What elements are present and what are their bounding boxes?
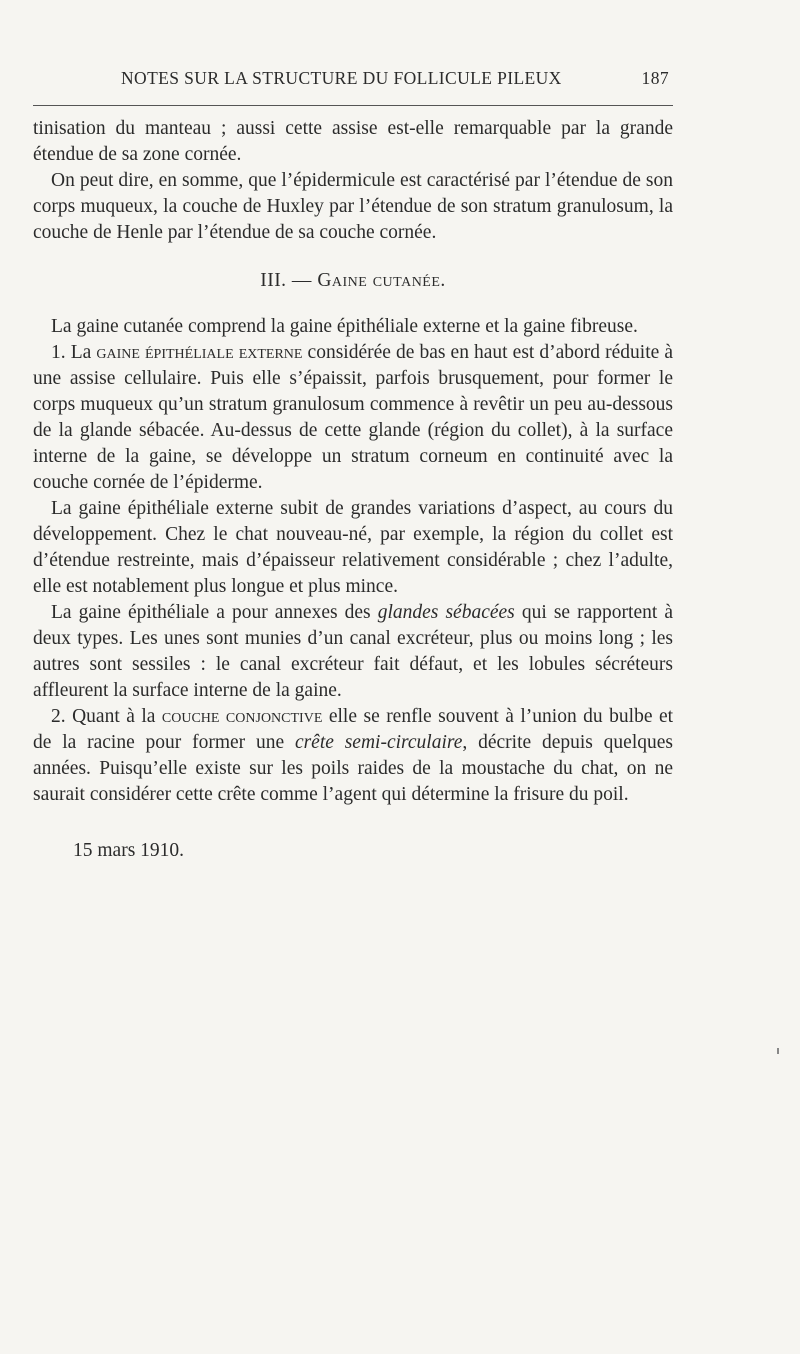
page-number: 187 [641, 68, 669, 88]
p7-mid: elle se renfle souvent à l’union du bulbe et de la racine pour former une [33, 706, 674, 753]
paragraph-4 [33, 340, 673, 496]
running-head-title: NOTES SUR LA STRUCTURE DU FOLLICULE PILEUX [121, 68, 562, 88]
section-number: III. — [260, 270, 312, 291]
header-rule [33, 105, 673, 106]
running-head [33, 64, 673, 94]
p6-start: La gaine épithéliale a pour annexes des [51, 602, 378, 623]
paragraph-5: La gaine épithéliale externe subit de grandes variations d’aspect, au cours du développement. Chez le chat nouveau-né, par exemple, la région du collet est d’étendue restreinte, mais d’épaisseur relativement considérable ; chez l’adulte, elle est notablement plus longue et plus mince. [33, 498, 673, 597]
p4-smallcaps: gaine épithéliale externe [96, 342, 303, 363]
section-title: Gaine cutanée. [317, 270, 446, 291]
paragraph-1: tinisation du manteau ; aussi cette assise est-elle remarquable par la grande étendue de sa zone cornée. [33, 118, 673, 165]
p6-rest: qui se rapportent à deux types. Les unes sont munies d’un canal excréteur, plus ou moins long ; les autres sont sessiles : le canal excréteur fait défaut, et les lobules sécréteurs affleurent la surface interne de la gaine. [33, 602, 674, 701]
p6-italic: glandes sébacées [377, 602, 515, 623]
paper-speck [777, 1048, 779, 1054]
p4-number: 1. La [51, 342, 92, 363]
paragraph-2: On peut dire, en somme, que l’épidermicule est caractérisé par l’étendue de son corps muqueux, la couche de Huxley par l’étendue de son stratum granulosum, la couche de Henle par l’étendue de sa couche cornée. [33, 170, 673, 243]
p7-smallcaps: couche conjonctive [161, 706, 323, 727]
body-text [33, 116, 673, 864]
section-heading [33, 268, 673, 294]
p7-italic: crête semi-circulaire [294, 732, 463, 753]
p7-rest: , décrite depuis quelques années. Puisqu’elle existe sur les poils raides de la moustache du chat, on ne saurait considérer cette crête comme l’agent qui détermine la frisure du poil. [33, 732, 673, 805]
paragraph-3: La gaine cutanée comprend la gaine épithéliale externe et la gaine fibreuse. [51, 316, 638, 337]
p7-number: 2. Quant à la [51, 706, 156, 727]
p4-rest: considérée de bas en haut est d’abord réduite à une assise cellulaire. Puis elle s’épaissit, parfois brusquement, pour former le corps muqueux qu’un stratum granulosum commence à revêtir un peu au-dessous de la glande sébacée. Au-dessus de cette glande (région du collet), à la surface interne de la gaine, se développe un stratum corneum en continuité avec la couche cornée de l’épiderme. [33, 342, 673, 493]
date-line: 15 mars 1910. [73, 840, 185, 861]
paragraph-6 [33, 600, 673, 704]
paragraph-7 [33, 704, 673, 808]
